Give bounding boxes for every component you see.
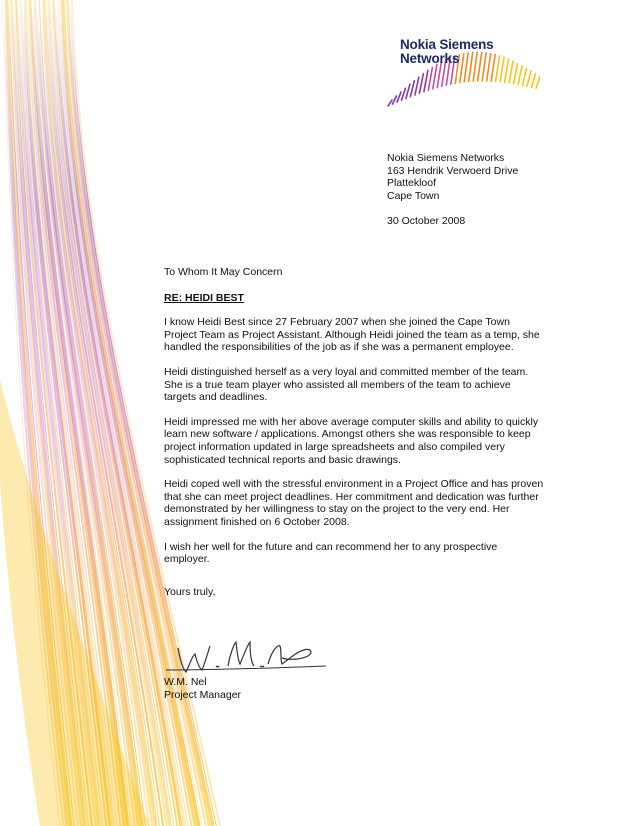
paragraph: Heidi impressed me with her above average computer skills and ability to quickly learn new software / applications. Amongst others she was responsible to keep project information updated in large spreadsheets and also compiled very sophisticated technical reports and basic drawings. [164, 415, 539, 466]
paragraph: I know Heidi Best since 27 February 2007 when she joined the Cape Town Project Team as Project Assistant. Although Heidi joined the team as a temp, she handled the responsibilities of the job as if she was a permanent employee. [164, 316, 540, 354]
logo-wave-bar [424, 70, 428, 91]
company-logo [380, 38, 540, 110]
paragraph: Heidi coped well with the stressful environment in a Project Office and has proven that she can meet project deadlines. Her commitment and dedication was further demonstrated by her willingness to stay on the project to the very end. Her assignment finished on 6 October 2008. [164, 478, 544, 528]
paragraph: I wish her well for the future and can recommend her to any prospective employer. [164, 540, 498, 566]
letter-date: 30 October 2008 [387, 215, 466, 228]
logo-wave-bar [518, 66, 522, 85]
logo-wave-bar [397, 92, 401, 102]
logo-wave-bar [514, 63, 518, 83]
logo-wave-bar [527, 71, 531, 86]
signer-block [164, 676, 241, 701]
signer-name: W.M. Nel [164, 676, 207, 688]
handwritten-signature [164, 630, 334, 676]
logo-wave-bar [406, 84, 410, 98]
logo-wave-bar [505, 59, 509, 82]
logo-wave-bar [419, 74, 423, 94]
logo-wave-bar [393, 96, 397, 104]
closing-phrase: Yours truly, [164, 585, 216, 598]
salutation: To Whom It May Concern [164, 266, 283, 278]
logo-wave-bar [532, 74, 536, 88]
logo-wave-bar [415, 77, 419, 95]
paragraph: Heidi distinguished herself as a very loyal and committed member of the team. She is a true team player who assisted all members of the team to achieve targets and deadlines. [164, 365, 529, 404]
subject-line: RE: HEIDI BEST [164, 291, 244, 304]
logo-line-1: Nokia Siemens [400, 37, 494, 52]
signer-title: Project Manager [164, 688, 242, 701]
logo-wave-bar [500, 57, 504, 81]
sender-address-block [387, 152, 518, 228]
logo-wave-bar [433, 65, 437, 89]
logo-wave-bar [509, 61, 513, 83]
logo-wave-bar [536, 76, 540, 88]
sender-street: 163 Hendrik Verwoerd Drive [387, 164, 519, 177]
logo-line-2: Networks [400, 51, 460, 66]
logo-wave-bar [388, 100, 392, 106]
sender-company: Nokia Siemens Networks [387, 152, 505, 164]
letter-body [164, 266, 544, 610]
logo-wave-bar [496, 56, 500, 82]
logo-wave-bar [402, 88, 406, 100]
logo-wave-bar [523, 68, 527, 85]
logo-wave-bar [410, 81, 414, 97]
logo-wordmark [400, 38, 493, 66]
sender-city: Cape Town [387, 189, 440, 202]
logo-wave-bar [428, 67, 432, 90]
sender-suburb: Plattekloof [387, 177, 437, 190]
